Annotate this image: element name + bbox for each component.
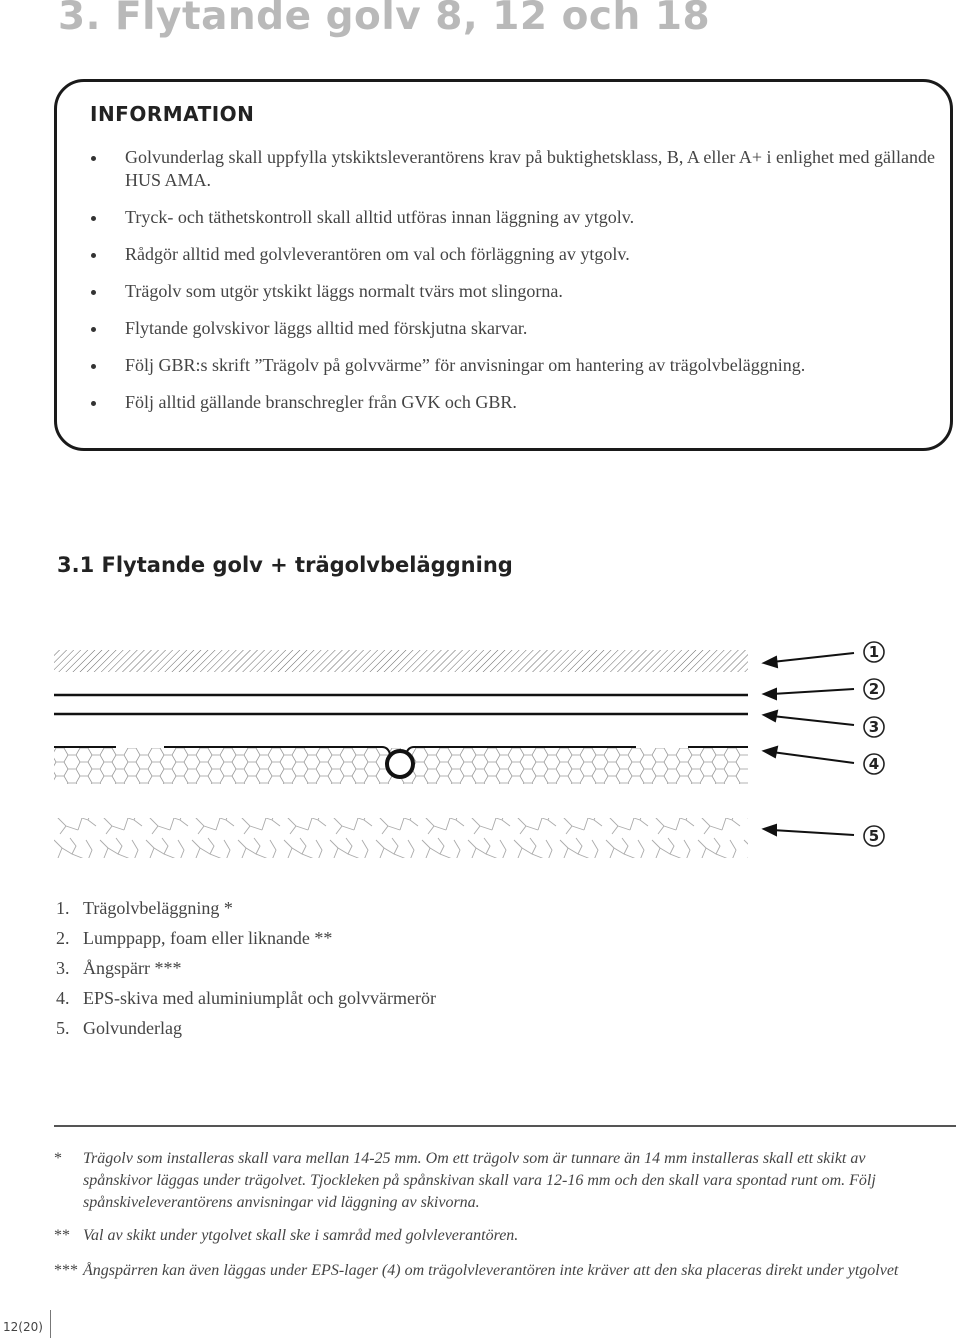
footnote-divider: [54, 1125, 956, 1127]
footnote-mark: **: [54, 1227, 70, 1244]
layer-number: 2.: [56, 928, 70, 948]
footnote: [54, 1225, 913, 1247]
layer-label: Lumppapp, foam eller liknande **: [83, 928, 333, 948]
callout-label-5: 5: [868, 827, 880, 845]
page-title: 3. Flytande golv 8, 12 och 18: [58, 0, 711, 39]
layer-number: 3.: [56, 958, 70, 978]
layer-1-wood-flooring: [54, 650, 748, 672]
arrowhead-5-icon: [764, 825, 776, 835]
arrowhead-1-icon: [764, 657, 777, 667]
information-list: [89, 146, 937, 428]
arrowhead-4-icon: [764, 747, 777, 757]
page-number-divider: [50, 1310, 51, 1338]
layer-item: [56, 983, 436, 1013]
footnote-text: Trägolv som installeras skall vara mellan 14-25 mm. Om ett trägolv som är tunnare än 14 mm installeras skall ett skikt av spånskivor läggas under trägolvet. Tjockleken på spånskivan skall vara 12-16 mm och den skall vara spontad runt om. Följ spånskiveleverantörens anvisningar vid läggning av skivorna.: [83, 1150, 876, 1211]
section-heading: 3.1 Flytande golv + trägolvbeläggning: [57, 553, 513, 577]
information-box: [54, 79, 953, 451]
layer-item: [56, 923, 436, 953]
footnote-text: Val av skikt under ytgolvet skall ske i samråd med golvleverantören.: [83, 1227, 519, 1244]
information-item: Följ alltid gällande branschregler från GVK och GBR.: [89, 391, 937, 414]
layer-number: 4.: [56, 988, 70, 1008]
information-item: Flytande golvskivor läggs alltid med förskjutna skarvar.: [89, 317, 937, 340]
information-item: Följ GBR:s skrift ”Trägolv på golvvärme” för anvisningar om hantering av trägolvbeläggning.: [89, 354, 937, 377]
layer-label: Ångspärr ***: [83, 958, 182, 978]
arrow-3: [772, 716, 854, 725]
callout-label-1: 1: [868, 643, 880, 661]
layer-number: 1.: [56, 898, 70, 918]
callout-label-2: 2: [868, 680, 880, 698]
arrow-5: [772, 830, 854, 835]
callout-label-3: 3: [868, 718, 880, 736]
footnote: [54, 1148, 913, 1214]
footnote-mark: ***: [54, 1262, 78, 1279]
layer-item: [56, 893, 436, 923]
information-item: Rådgör alltid med golvleverantören om val och förläggning av ytgolv.: [89, 243, 937, 266]
information-item: Tryck- och täthetskontroll skall alltid utföras innan läggning av ytgolv.: [89, 206, 937, 229]
layer-number: 5.: [56, 1018, 70, 1038]
footnote-mark: *: [54, 1150, 62, 1167]
callout-label-4: 4: [868, 755, 880, 773]
arrow-4: [772, 752, 854, 763]
arrowhead-3-icon: [764, 711, 777, 721]
arrow-2: [772, 689, 854, 694]
footnote: [54, 1260, 913, 1282]
layer-label: Trägolvbeläggning *: [83, 898, 233, 918]
heating-pipe-icon: [387, 751, 413, 777]
layer-item: [56, 1013, 436, 1043]
layer-label: Golvunderlag: [83, 1018, 182, 1038]
layer-item: [56, 953, 436, 983]
floor-layer-diagram: [52, 636, 912, 866]
layer-label: EPS-skiva med aluminiumplåt och golvvärmerör: [83, 988, 436, 1008]
information-item: Trägolv som utgör ytskikt läggs normalt tvärs mot slingorna.: [89, 280, 937, 303]
layer-5-subfloor: [54, 818, 748, 858]
arrow-1: [772, 653, 854, 662]
footnote-text: Ångspärren kan även läggas under EPS-lager (4) om trägolvleverantören inte kräver att den ska placeras direkt under ytgolvet: [83, 1262, 899, 1279]
information-heading: INFORMATION: [90, 102, 255, 126]
arrowhead-2-icon: [764, 689, 776, 699]
page-number: 12(20): [3, 1320, 43, 1334]
information-item: Golvunderlag skall uppfylla ytskiktsleverantörens krav på buktighetsklass, B, A eller A+ i enlighet med gällande HUS AMA.: [89, 146, 937, 192]
layer-list: [56, 893, 436, 1043]
